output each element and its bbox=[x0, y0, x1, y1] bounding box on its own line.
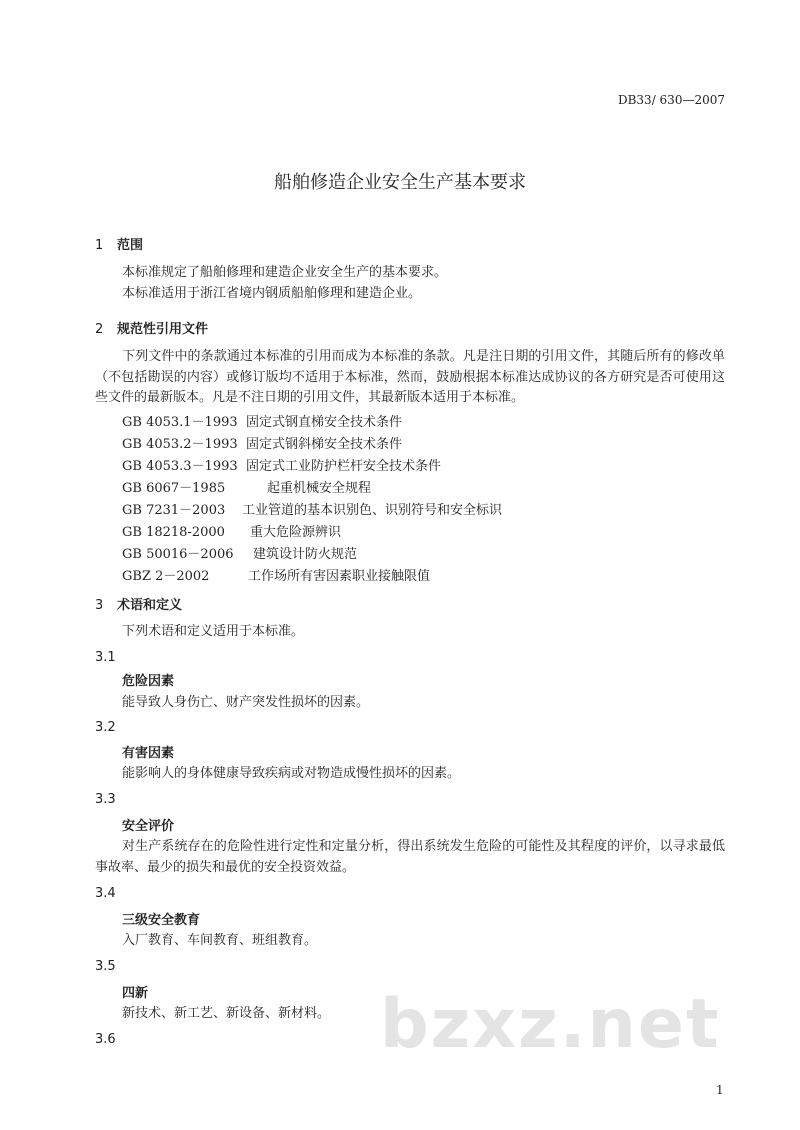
reference-title: 重大危险源辨识 bbox=[250, 525, 342, 540]
section-number: 2 bbox=[95, 322, 104, 337]
term-number: 3.6 bbox=[95, 1032, 116, 1047]
reference-item bbox=[122, 521, 341, 540]
reference-item bbox=[122, 477, 371, 496]
section-title: 范围 bbox=[117, 238, 144, 253]
reference-item bbox=[122, 499, 502, 518]
reference-code: GBZ 2－2002 bbox=[122, 569, 210, 584]
reference-item bbox=[122, 565, 430, 584]
term-name: 四新 bbox=[122, 986, 149, 1001]
reference-code: GB 18218-2000 bbox=[122, 525, 225, 540]
term-number: 3.4 bbox=[95, 886, 116, 901]
term-definition: 能导致人身伤亡、财产突发性损坏的因素。 bbox=[122, 695, 370, 710]
reference-code: GB 4053.2－1993 bbox=[122, 437, 238, 452]
reference-title: 固定式钢斜梯安全技术条件 bbox=[246, 437, 403, 452]
term-name: 三级安全教育 bbox=[122, 913, 201, 928]
reference-code: GB 4053.3－1993 bbox=[122, 459, 238, 474]
reference-title: 起重机械安全规程 bbox=[267, 481, 372, 496]
section-number: 3 bbox=[95, 598, 104, 613]
standard-code: DB33/ 630—2007 bbox=[617, 93, 725, 107]
section-1-heading bbox=[95, 234, 143, 253]
section-2-heading bbox=[95, 318, 208, 337]
reference-item bbox=[122, 433, 402, 452]
section-title: 术语和定义 bbox=[117, 598, 183, 613]
term-name: 危险因素 bbox=[122, 674, 175, 689]
reference-item bbox=[122, 543, 357, 562]
reference-code: GB 6067－1985 bbox=[122, 481, 226, 496]
term-number: 3.1 bbox=[95, 650, 116, 665]
section-number: 1 bbox=[95, 238, 104, 253]
reference-code: GB 7231－2003 bbox=[122, 503, 226, 518]
term-definition: 对生产系统存在的危险性进行定性和定量分析，得出系统发生危险的可能性及其程度的评价，以寻求最低事故率、最少的损失和最优的安全投资效益。 bbox=[95, 839, 725, 875]
section-3-intro: 下列术语和定义适用于本标准。 bbox=[122, 624, 305, 639]
reference-title: 工作场所有害因素职业接触限值 bbox=[248, 569, 431, 584]
reference-item bbox=[122, 411, 402, 430]
term-name: 安全评价 bbox=[122, 819, 175, 834]
term-number: 3.5 bbox=[95, 959, 116, 974]
section-2-paragraph: 下列文件中的条款通过本标准的引用而成为本标准的条款。凡是注日期的引用文件，其随后所有的修改单（不包括勘误的内容）或修订版均不适用于本标准，然而，鼓励根据本标准达成协议的各方研究是否可使用这些文件的最新版本。凡是不注日期的引用文件，其最新版本适用于本标准。 bbox=[95, 349, 725, 405]
term-number: 3.2 bbox=[95, 720, 116, 735]
reference-item bbox=[122, 455, 441, 474]
reference-code: GB 4053.1－1993 bbox=[122, 415, 238, 430]
term-definition: 入厂教育、车间教育、班组教育。 bbox=[122, 933, 318, 948]
reference-title: 建筑设计防火规范 bbox=[253, 547, 358, 562]
section-title: 规范性引用文件 bbox=[117, 322, 209, 337]
term-number: 3.3 bbox=[95, 792, 116, 807]
section-1-line-1: 本标准规定了船舶修理和建造企业安全生产的基本要求。 bbox=[122, 265, 448, 280]
section-3-heading bbox=[95, 594, 182, 613]
watermark: bzxz.net bbox=[380, 985, 721, 1064]
page-number: 1 bbox=[716, 1083, 724, 1097]
reference-title: 固定式工业防护栏杆安全技术条件 bbox=[246, 459, 442, 474]
reference-title: 固定式钢直梯安全技术条件 bbox=[246, 415, 403, 430]
reference-code: GB 50016－2006 bbox=[122, 547, 234, 562]
document-title: 船舶修造企业安全生产基本要求 bbox=[274, 172, 526, 193]
term-definition: 能影响人的身体健康导致疾病或对物造成慢性损坏的因素。 bbox=[122, 766, 461, 781]
term-name: 有害因素 bbox=[122, 746, 175, 761]
section-1-line-2: 本标准适用于浙江省境内钢质船舶修理和建造企业。 bbox=[122, 286, 422, 301]
term-definition: 新技术、新工艺、新设备、新材料。 bbox=[122, 1006, 331, 1021]
reference-title: 工业管道的基本识别色、识别符号和安全标识 bbox=[242, 503, 503, 518]
